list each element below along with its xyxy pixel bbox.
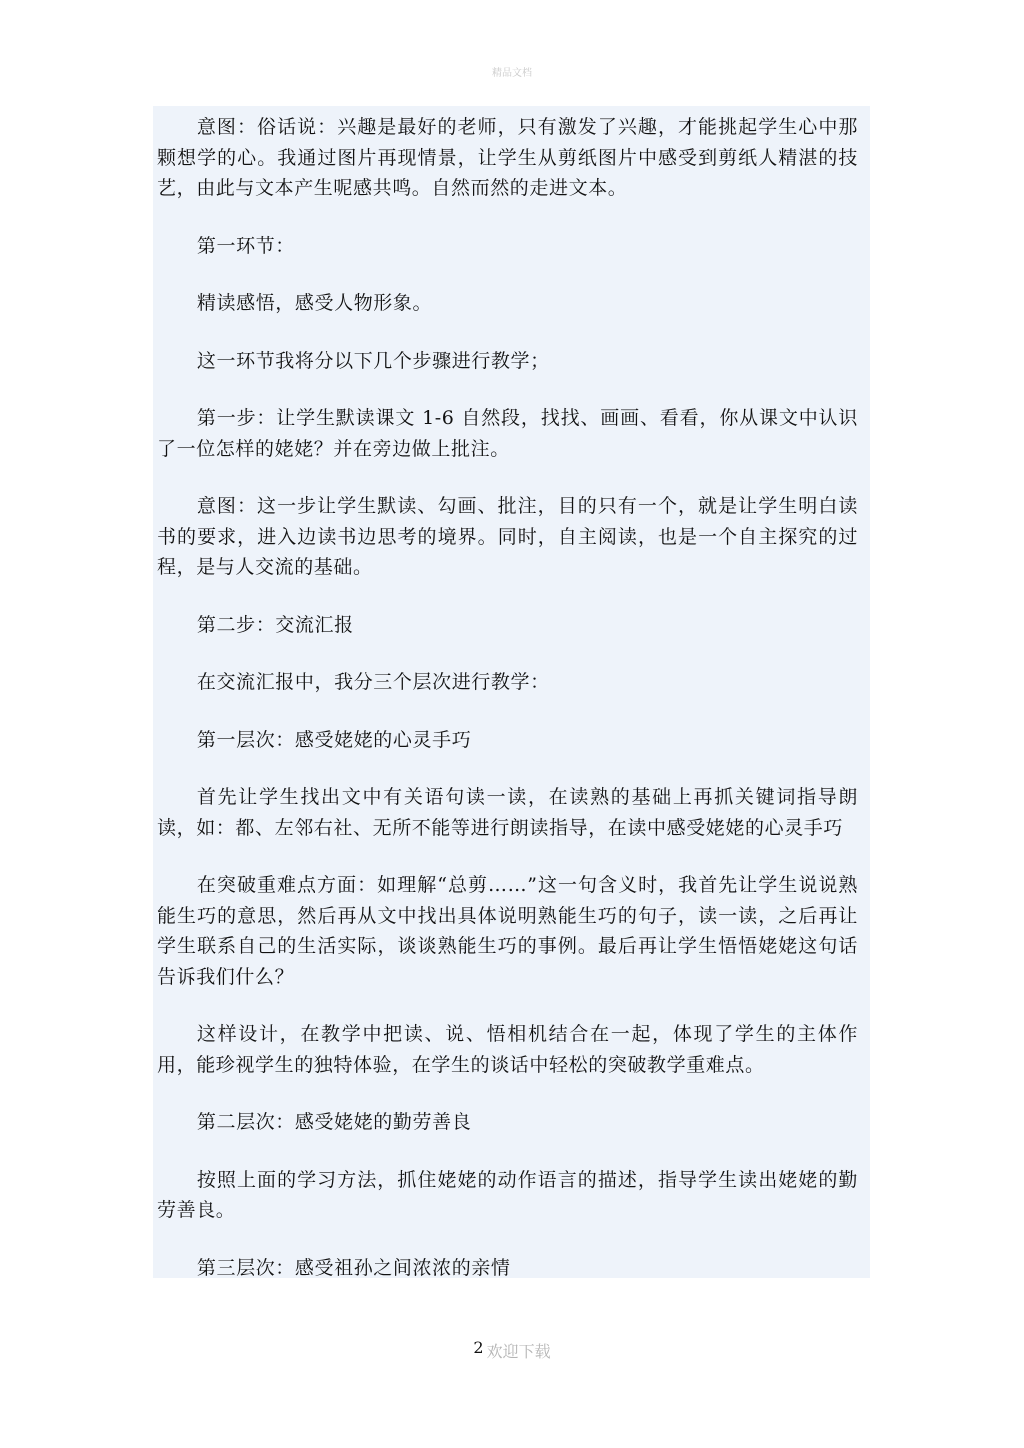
paragraph-level-one: 第一层次：感受姥姥的心灵手巧 — [196, 728, 472, 751]
paragraph-level-two: 第二层次：感受姥姥的勤劳善良 — [196, 1111, 472, 1133]
paragraph-intent-2: 意图：这一步让学生默读、勾画、批注，目的只有一个，就是让学生明白读书的要求，进入边读书边思考的境界。同时，自主阅读，也是一个自主探究的过程，是与人交流的基础。 — [157, 495, 858, 578]
paragraph-difficulty: 在突破重难点方面：如理解“总剪……”这一句含义时，我首先让学生说说熟能生巧的意思，然后再从文中找出具体说明熟能生巧的句子，读一读，之后再让学生联系自己的生活实际，谈谈熟能生巧的事例。最后再让学生悟悟姥姥这句话告诉我们什么？ — [157, 874, 858, 988]
paragraph-level-two-method: 按照上面的学习方法，抓住姥姥的动作语言的描述，指导学生读出姥姥的勤劳善良。 — [157, 1168, 858, 1221]
paragraph-stage-title: 精读感悟，感受人物形象。 — [196, 292, 433, 314]
paragraph-level-one-method: 首先让学生找出文中有关语句读一读，在读熟的基础上再抓关键词指导朗读，如：都、左邻右社、无所不能等进行朗读指导，在读中感受姥姥的心灵手巧 — [157, 786, 858, 839]
paragraph-step-two: 第二步：交流汇报 — [196, 613, 354, 636]
paragraph-level-three: 第三层次：感受祖孙之间浓浓的亲情 — [196, 1256, 511, 1278]
paragraph-step-one: 第一步：让学生默读课文 1-6 自然段，找找、画画、看看，你从课文中认识了一位怎样的姥姥？并在旁边做上批注。 — [157, 407, 858, 460]
document-body — [153, 106, 870, 1278]
paragraph-design: 这样设计，在教学中把读、说、悟相机结合在一起，体现了学生的主体作用，能珍视学生的独特体验，在学生的谈话中轻松的突破教学重难点。 — [157, 1023, 858, 1076]
paragraph-stage-intro: 这一环节我将分以下几个步骤进行教学； — [196, 349, 550, 372]
page-number: 2 — [473, 1338, 484, 1357]
paragraph-intent-1: 意图：俗话说：兴趣是最好的老师，只有激发了兴趣，才能挑起学生心中那颗想学的心。我通过图片再现情景，让学生从剪纸图片中感受到剪纸人精湛的技艺，由此与文本产生呢感共鸣。自然而然的走进文本。 — [157, 116, 858, 199]
footer-text: 欢迎下载 — [486, 1342, 551, 1361]
page-footer — [0, 1338, 1024, 1362]
paragraph-levels-intro: 在交流汇报中，我分三个层次进行教学： — [196, 671, 550, 693]
header-watermark: 精品文档 — [492, 68, 532, 79]
section-heading-first-stage: 第一环节： — [196, 234, 295, 257]
